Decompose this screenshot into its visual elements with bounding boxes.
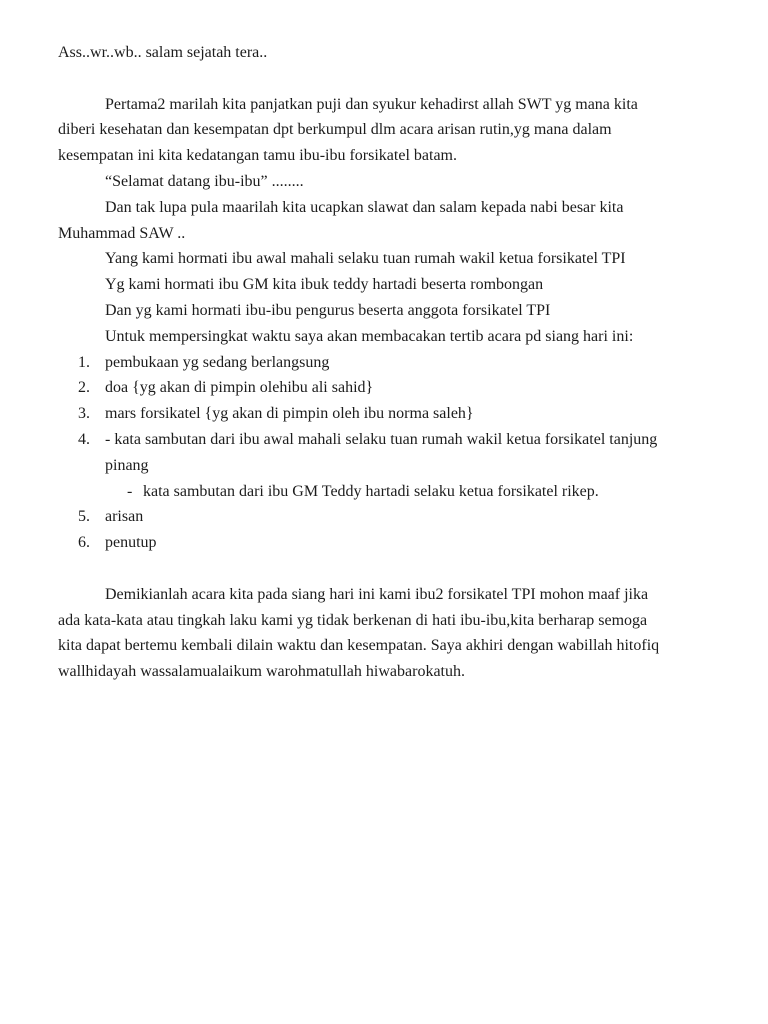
- agenda-item: [58, 401, 732, 427]
- agenda-item-number: 6.: [78, 534, 90, 552]
- agenda-item-number: 5.: [78, 508, 90, 526]
- blank-line: [58, 66, 732, 92]
- agenda-item-number: 2.: [78, 379, 90, 397]
- agenda-item: [58, 530, 732, 556]
- agenda-item: [58, 375, 732, 401]
- agenda-item: [58, 427, 732, 453]
- opening-paragraph-line: diberi kesehatan dan kesempatan dpt berkumpul dlm acara arisan rutin,yg mana dalam: [58, 121, 612, 139]
- closing-paragraph-line: kita dapat bertemu kembali dilain waktu dan kesempatan. Saya akhiri dengan wabillah hitofiq: [58, 637, 660, 655]
- agenda-item-text: - kata sambutan dari ibu awal mahali selaku tuan rumah wakil ketua forsikatel tanjung: [105, 430, 658, 448]
- agenda-item-text: mars forsikatel {yg akan di pimpin oleh ibu norma saleh}: [105, 405, 474, 423]
- opening-paragraph-line: Pertama2 marilah kita panjatkan puji dan syukur kehadirst allah SWT yg mana kita: [105, 95, 638, 113]
- closing-paragraph-line: ada kata-kata atau tingkah laku kami yg tidak berkenan di hati ibu-ibu,kita berharap semoga: [58, 611, 648, 629]
- salutation-line: Ass..wr..wb.. salam sejatah tera..: [58, 44, 268, 61]
- closing-paragraph-line: Demikianlah acara kita pada siang hari ini kami ibu2 forsikatel TPI mohon maaf jika: [105, 585, 649, 603]
- honorific-line: Yg kami hormati ibu GM kita ibuk teddy hartadi beserta rombongan: [105, 276, 544, 294]
- opening-paragraph-line: kesempatan ini kita kedatangan tamu ibu-ibu forsikatel batam.: [58, 147, 457, 165]
- honorific-line: Yang kami hormati ibu awal mahali selaku tuan rumah wakil ketua forsikatel TPI: [105, 250, 626, 268]
- agenda-item-continuation: pinang: [105, 456, 149, 474]
- agenda-sub-item-dash: -: [127, 482, 133, 500]
- agenda-item: [58, 504, 732, 530]
- agenda-item-text: pembukaan yg sedang berlangsung: [105, 353, 330, 371]
- honorific-line: Dan yg kami hormati ibu-ibu pengurus beserta anggota forsikatel TPI: [105, 301, 551, 319]
- agenda-item-text: arisan: [105, 508, 144, 526]
- agenda-sub-item: [58, 479, 732, 505]
- salawat-line: Dan tak lupa pula maarilah kita ucapkan slawat dan salam kepada nabi besar kita: [105, 198, 624, 216]
- agenda-intro-line: Untuk mempersingkat waktu saya akan membacakan tertib acara pd siang hari ini:: [105, 327, 634, 345]
- welcome-line: “Selamat datang ibu-ibu” ........: [105, 172, 304, 190]
- agenda-sub-item-text: kata sambutan dari ibu GM Teddy hartadi selaku ketua forsikatel rikep.: [143, 482, 599, 500]
- agenda-item-text: doa {yg akan di pimpin olehibu ali sahid}: [105, 379, 374, 397]
- blank-line: [58, 556, 732, 582]
- salawat-line: Muhammad SAW ..: [58, 224, 186, 242]
- document-content: [58, 40, 732, 685]
- agenda-item-number: 1.: [78, 353, 90, 371]
- closing-paragraph-line: wallhidayah wassalamualaikum warohmatullah hiwabarokatuh.: [58, 663, 465, 681]
- agenda-item-text: penutup: [105, 534, 157, 552]
- agenda-item: [58, 350, 732, 376]
- agenda-item-number: 4.: [78, 430, 90, 448]
- agenda-item-number: 3.: [78, 405, 90, 423]
